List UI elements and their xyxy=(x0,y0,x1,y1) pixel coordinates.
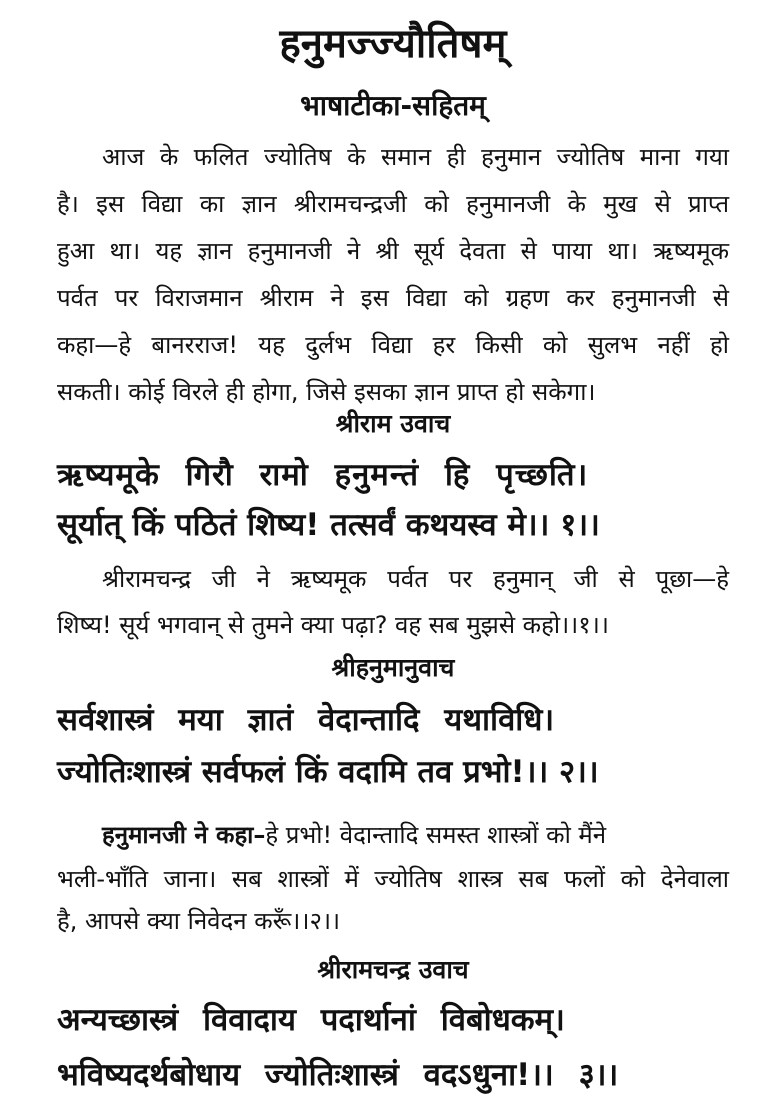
translation-line xyxy=(57,818,729,852)
section-heading: श्रीहनुमानुवाच xyxy=(331,653,455,682)
verse-line: सर्वशास्त्रं मया ज्ञातं वेदान्तादि यथाविधि। xyxy=(57,702,555,738)
translation-line: है, आपसे क्या निवेदन करूँ।।२।। xyxy=(57,907,341,935)
intro-line: हुआ था। यह ज्ञान हनुमानजी ने श्री सूर्य देवता से पाया था। ऋष्यमूक xyxy=(57,237,729,265)
translation-line: शिष्य! सूर्य भगवान् से तुमने क्या पढ़ा? वह सब मुझसे कहो।।१।। xyxy=(57,611,609,639)
translation-lead: हनुमानजी ने कहा– xyxy=(102,821,266,849)
verse-line: अन्यच्छास्त्रं विवादाय पदार्थानां विबोधकम्। xyxy=(57,1002,565,1038)
intro-line: है। इस विद्या का ज्ञान श्रीरामचन्द्रजी को हनुमानजी के मुख से प्राप्त xyxy=(57,190,729,218)
section-heading: श्रीराम उवाच xyxy=(335,409,451,438)
intro-line: पर्वत पर विराजमान श्रीराम ने इस विद्या को ग्रहण कर हनुमानजी से xyxy=(57,284,729,312)
page-subtitle: भाषाटीका-सहितम् xyxy=(300,89,486,122)
section-heading: श्रीरामचन्द्र उवाच xyxy=(317,955,469,984)
verse-line: भविष्यदर्थबोधाय ज्योतिःशास्त्रं वदऽधुना!।। ३।। xyxy=(57,1057,619,1093)
intro-line: सकती। कोई विरले ही होगा, जिसे इसका ज्ञान प्राप्त हो सकेगा। xyxy=(57,378,596,406)
verse-line: ऋष्यमूके गिरौ रामो हनुमन्तं हि पृच्छति। xyxy=(57,457,589,493)
intro-line: आज के फलित ज्योतिष के समान ही हनुमान ज्योतिष माना गया xyxy=(102,143,729,171)
translation-line: भली-भाँति जाना। सब शास्त्रों में ज्योतिष शास्त्र सब फलों को देनेवाला xyxy=(57,865,729,893)
translation-text: हे प्रभो! वेदान्तादि समस्त शास्त्रों को मैंने xyxy=(265,821,607,849)
page-title: हनुमज्ज्यौतिषम् xyxy=(279,21,507,67)
verse-line: ज्योतिःशास्त्रं सर्वफलं किं वदामि तव प्रभो!।। २।। xyxy=(57,754,599,790)
translation-line: श्रीरामचन्द्र जी ने ऋष्यमूक पर्वत पर हनुमान् जी से पूछा—हे xyxy=(102,565,729,593)
intro-line: कहा—हे बानरराज! यह दुर्लभ विद्या हर किसी को सुलभ नहीं हो xyxy=(57,331,729,359)
verse-line: सूर्यात् किं पठितं शिष्य! तत्सर्वं कथयस्व मे।। १।। xyxy=(57,507,600,543)
